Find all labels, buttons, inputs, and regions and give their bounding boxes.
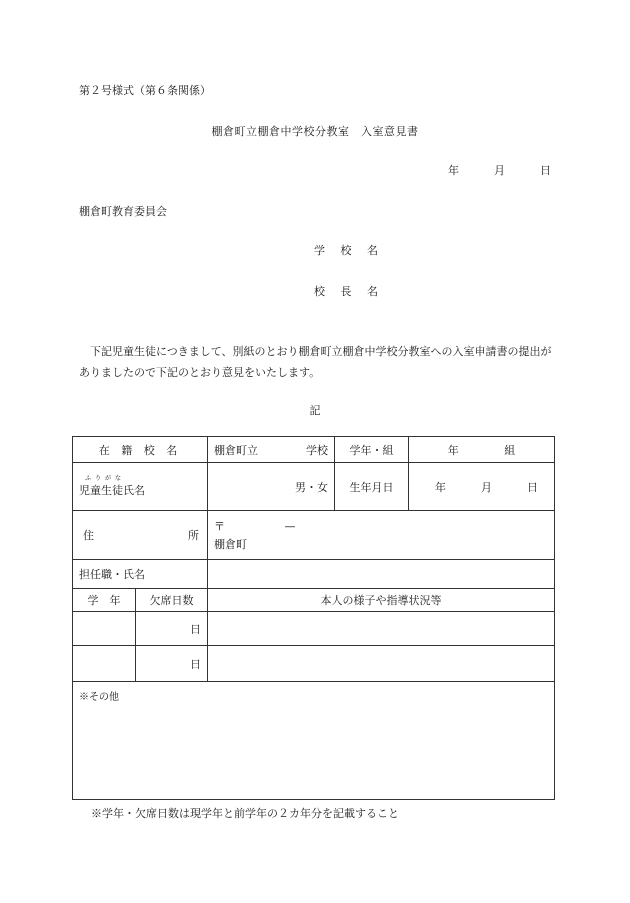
birth-year-unit: 年: [435, 480, 446, 494]
date-month: 月: [494, 164, 505, 177]
row-status-cell[interactable]: [208, 646, 555, 682]
student-name-value-cell[interactable]: [208, 463, 335, 511]
class-unit: 組: [504, 443, 516, 457]
town-name: 棚倉町: [214, 538, 247, 551]
birth-month-unit: 月: [481, 480, 492, 494]
other-label: ※その他: [79, 692, 119, 703]
student-name-ruby: ふりがな: [85, 475, 126, 482]
birth-day-unit: 日: [527, 480, 538, 494]
teacher-label-cell: 担任職・氏名: [73, 560, 208, 589]
postal-mark: 〒: [214, 520, 225, 533]
gender-options: 男・女: [295, 480, 328, 494]
postal-dash: —: [284, 520, 296, 533]
birthdate-value-cell[interactable]: [409, 463, 555, 511]
body-paragraph: 下記児童生徒につきまして、別紙のとおり棚倉町立棚倉中学校分教室への入室申請書の提出がありましたので下記のとおり意見をいたします。: [79, 345, 552, 379]
other-notes-cell[interactable]: [73, 682, 555, 800]
date-year: 年: [448, 164, 459, 177]
teacher-value-cell[interactable]: [208, 560, 555, 589]
row-grade-cell[interactable]: [73, 612, 136, 646]
school-suffix: 学校: [306, 443, 328, 457]
grade-unit: 年: [447, 443, 459, 457]
student-name-label: 児童生徒氏名: [79, 484, 145, 497]
table-row: [73, 646, 555, 682]
ki-heading: 記: [309, 404, 321, 417]
address-label-1: 住: [83, 529, 94, 542]
address-value-cell[interactable]: [208, 511, 555, 560]
addressee: 棚倉町教育委員会: [79, 205, 167, 218]
school-value-cell[interactable]: [208, 437, 335, 463]
table-row: [73, 612, 555, 646]
grade-col-header: 学 年: [73, 589, 136, 612]
row-grade-cell[interactable]: [73, 646, 136, 682]
row-absence-cell[interactable]: 日: [136, 612, 208, 646]
status-col-header: 本人の様子や指導状況等: [208, 589, 555, 612]
date-day: 日: [540, 164, 551, 177]
student-name-label-cell: [73, 463, 208, 511]
address-label-cell: [73, 511, 208, 560]
absence-col-header: 欠席日数: [136, 589, 208, 612]
grade-class-value-cell[interactable]: [409, 437, 555, 463]
opinion-table: [72, 436, 555, 800]
school-label-cell: 在 籍 校 名: [73, 437, 208, 463]
grade-class-label-cell: 学年・組: [335, 437, 409, 463]
form-number: 第２号様式（第６条関係）: [79, 84, 211, 97]
document-title: 棚倉町立棚倉中学校分教室 入室意見書: [211, 125, 419, 138]
row-absence-cell[interactable]: 日: [136, 646, 208, 682]
birthdate-label-cell: 生年月日: [335, 463, 409, 511]
address-label-2: 所: [188, 529, 199, 542]
school-prefix: 棚倉町立: [214, 443, 258, 457]
footnote: ※学年・欠席日数は現学年と前学年の２カ年分を記載すること: [91, 807, 399, 820]
school-name-label: 学 校 名: [314, 244, 384, 257]
principal-name-label: 校 長 名: [314, 285, 384, 298]
row-status-cell[interactable]: [208, 612, 555, 646]
